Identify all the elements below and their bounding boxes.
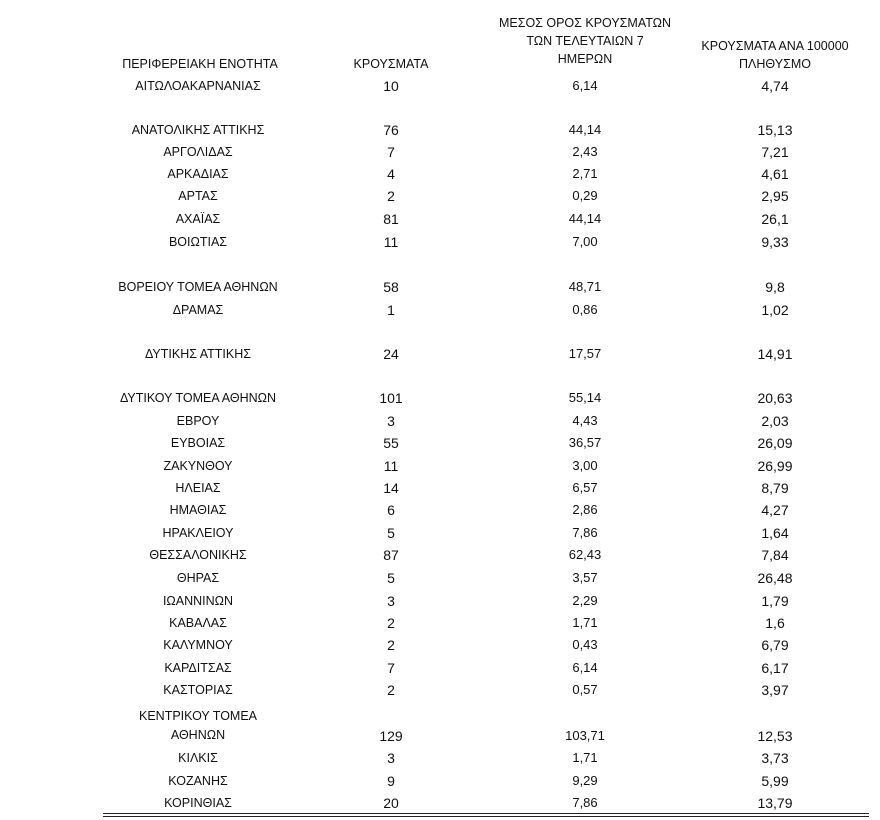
cell-avg7: 7,00 (572, 234, 598, 249)
cell-cases: 2 (387, 682, 395, 698)
cell-avg7: 0,57 (572, 682, 598, 697)
table-row (0, 544, 880, 566)
table-row (0, 387, 880, 409)
cell-cases: 7 (387, 144, 395, 160)
cell-cases: 11 (383, 234, 399, 250)
cell-avg7: 9,29 (572, 773, 598, 788)
cell-region-line1: ΚΕΝΤΡΙΚΟΥ ΤΟΜΕΑ (139, 709, 257, 723)
cell-per100k: 26,99 (757, 458, 793, 474)
cell-avg7: 7,86 (572, 525, 598, 540)
cell-cases: 2 (387, 615, 395, 631)
cell-region: ΚΑΡΔΙΤΣΑΣ (164, 661, 232, 675)
table-row (0, 792, 880, 814)
cell-avg7: 6,57 (572, 480, 598, 495)
cell-avg7: 0,43 (572, 637, 598, 652)
cell-cases: 6 (387, 502, 395, 518)
table-row (0, 141, 880, 163)
cell-region: ΚΑΒΑΛΑΣ (169, 616, 227, 630)
cell-cases: 10 (383, 78, 399, 94)
cell-cases: 1 (387, 302, 395, 318)
cell-per100k: 1,79 (761, 593, 789, 609)
cell-per100k: 1,02 (761, 302, 789, 318)
cell-region: ΒΟΙΩΤΙΑΣ (168, 235, 228, 249)
table-row (0, 522, 880, 544)
cell-cases: 4 (387, 166, 395, 182)
cell-avg7: 48,71 (568, 279, 602, 294)
cell-avg7: 4,43 (572, 413, 598, 428)
cell-region: ΔΡΑΜΑΣ (172, 303, 224, 317)
table-row (0, 410, 880, 432)
cell-per100k: 2,03 (761, 413, 789, 429)
cell-region: ΚΟΖΑΝΗΣ (168, 774, 228, 788)
cell-region: ΚΙΛΚΙΣ (178, 751, 218, 765)
header-region: ΠΕΡΙΦΕΡΕΙΑΚΗ ΕΝΟΤΗΤΑ (122, 57, 278, 71)
cell-per100k: 20,63 (757, 390, 793, 406)
table-row (0, 119, 880, 141)
header-avg7-line3: ΗΜΕΡΩΝ (557, 52, 613, 66)
cell-per100k: 26,48 (757, 570, 793, 586)
table-row (0, 185, 880, 207)
cell-per100k: 13,79 (757, 795, 793, 811)
table-row (0, 590, 880, 612)
header-avg7 (480, 14, 690, 68)
cell-avg7: 7,86 (572, 795, 598, 810)
cell-cases: 9 (387, 773, 395, 789)
cell-avg7: 2,43 (572, 144, 598, 159)
table-row (0, 477, 880, 499)
cell-avg7: 55,14 (568, 390, 602, 405)
cell-per100k: 26,1 (761, 211, 789, 227)
cell-per100k: 9,33 (761, 234, 789, 250)
cell-per100k: 3,73 (761, 750, 789, 766)
cell-per100k: 6,79 (761, 637, 789, 653)
cell-cases: 14 (383, 480, 399, 496)
table-row (0, 567, 880, 589)
cell-region: ΗΛΕΙΑΣ (175, 481, 221, 495)
cell-avg7: 62,43 (568, 547, 602, 562)
cell-cases: 87 (383, 547, 399, 563)
cell-cases: 3 (387, 413, 395, 429)
cell-region: ΔΥΤΙΚΗΣ ΑΤΤΙΚΗΣ (145, 347, 251, 361)
table-row (0, 747, 880, 769)
table-row (0, 709, 880, 747)
cell-cases: 129 (379, 728, 403, 744)
header-avg7-line1: ΜΕΣΟΣ ΟΡΟΣ ΚΡΟΥΣΜΑΤΩΝ (498, 16, 672, 30)
header-per100k-line1: ΚΡΟΥΣΜΑΤΑ ΑΝΑ 100000 (701, 39, 849, 53)
cell-region: ΕΒΡΟΥ (176, 414, 220, 428)
cell-region: ΗΜΑΘΙΑΣ (169, 503, 227, 517)
cell-avg7: 36,57 (568, 435, 602, 450)
cell-per100k: 6,17 (761, 660, 789, 676)
table-row (0, 75, 880, 97)
table-row (0, 770, 880, 792)
cell-per100k: 4,61 (761, 166, 789, 182)
cell-per100k: 7,84 (761, 547, 789, 563)
cell-avg7: 3,00 (572, 458, 598, 473)
cell-cases: 5 (387, 570, 395, 586)
table-row (0, 499, 880, 521)
cell-region: ΑΡΚΑΔΙΑΣ (167, 167, 229, 181)
cell-region (98, 707, 298, 747)
cell-avg7: 0,86 (572, 302, 598, 317)
cell-region: ΘΕΣΣΑΛΟΝΙΚΗΣ (149, 548, 247, 562)
cell-cases: 58 (383, 279, 399, 295)
cell-avg7: 6,14 (572, 78, 598, 93)
cell-region: ΚΑΛΥΜΝΟΥ (163, 638, 233, 652)
cell-per100k: 3,97 (761, 682, 789, 698)
cell-cases: 101 (379, 390, 403, 406)
cell-region: ΚΟΡΙΝΘΙΑΣ (164, 796, 232, 810)
header-per100k (680, 37, 870, 73)
cell-per100k: 4,27 (761, 502, 789, 518)
cell-avg7: 2,86 (572, 502, 598, 517)
table-row (0, 634, 880, 656)
table-row (0, 657, 880, 679)
cell-region: ΒΟΡΕΙΟΥ ΤΟΜΕΑ ΑΘΗΝΩΝ (118, 280, 278, 294)
cell-avg7: 44,14 (568, 122, 602, 137)
cell-per100k: 8,79 (761, 480, 789, 496)
cell-per100k: 5,99 (761, 773, 789, 789)
cell-cases: 7 (387, 660, 395, 676)
cell-region: ΙΩΑΝΝΙΝΩΝ (162, 594, 234, 608)
cell-cases: 20 (383, 795, 399, 811)
cell-region: ΑΙΤΩΛΟΑΚΑΡΝΑΝΙΑΣ (135, 79, 261, 93)
cell-region: ΑΡΓΟΛΙΔΑΣ (163, 145, 233, 159)
table-row (0, 163, 880, 185)
cell-per100k: 7,21 (761, 144, 789, 160)
cell-avg7: 2,71 (572, 166, 598, 181)
cell-avg7: 44,14 (568, 211, 602, 226)
cell-region: ΑΝΑΤΟΛΙΚΗΣ ΑΤΤΙΚΗΣ (131, 123, 265, 137)
cell-avg7: 1,71 (572, 750, 598, 765)
cell-per100k: 26,09 (757, 435, 793, 451)
cell-region-line2: ΑΘΗΝΩΝ (170, 728, 226, 742)
table-row (0, 679, 880, 701)
cell-region: ΖΑΚΥΝΘΟΥ (163, 459, 233, 473)
bottom-rule (103, 816, 869, 817)
cell-per100k: 14,91 (757, 346, 793, 362)
cell-per100k: 2,95 (761, 188, 789, 204)
cell-avg7: 6,14 (572, 660, 598, 675)
table-row (0, 276, 880, 298)
cell-cases: 2 (387, 637, 395, 653)
table-row (0, 432, 880, 454)
cell-cases: 11 (383, 458, 399, 474)
cell-region: ΕΥΒΟΙΑΣ (170, 436, 226, 450)
table-row (0, 208, 880, 230)
cell-region: ΗΡΑΚΛΕΙΟΥ (162, 526, 234, 540)
cell-cases: 3 (387, 750, 395, 766)
cell-per100k: 9,8 (765, 279, 785, 295)
cell-cases: 5 (387, 525, 395, 541)
cell-cases: 2 (387, 188, 395, 204)
table-row (0, 343, 880, 365)
cell-avg7: 1,71 (572, 615, 598, 630)
cell-region: ΑΡΤΑΣ (178, 189, 218, 203)
cell-region: ΚΑΣΤΟΡΙΑΣ (163, 683, 233, 697)
header-avg7-line2: ΤΩΝ ΤΕΛΕΥΤΑΙΩΝ 7 (526, 34, 644, 48)
cell-region: ΘΗΡΑΣ (176, 571, 220, 585)
table-row (0, 455, 880, 477)
cell-per100k: 1,64 (761, 525, 789, 541)
header-cases: ΚΡΟΥΣΜΑΤΑ (353, 57, 429, 71)
cell-region: ΑΧΑΪΑΣ (175, 212, 221, 226)
cell-avg7: 3,57 (572, 570, 598, 585)
cell-per100k: 15,13 (757, 122, 793, 138)
cell-per100k: 4,74 (761, 78, 789, 94)
table-row (0, 231, 880, 253)
cell-avg7: 17,57 (568, 346, 602, 361)
table-row (0, 612, 880, 634)
cell-cases: 76 (383, 122, 399, 138)
header-per100k-line2: ΠΛΗΘΥΣΜΟ (739, 57, 811, 71)
cell-avg7: 0,29 (572, 188, 598, 203)
bottom-rule (103, 813, 869, 814)
cell-avg7: 2,29 (572, 593, 598, 608)
cell-cases: 55 (383, 435, 399, 451)
cell-cases: 81 (383, 211, 399, 227)
cell-per100k: 1,6 (765, 615, 785, 631)
table-row (0, 299, 880, 321)
cell-cases: 24 (383, 346, 399, 362)
cell-avg7: 103,71 (565, 728, 605, 743)
cell-region: ΔΥΤΙΚΟΥ ΤΟΜΕΑ ΑΘΗΝΩΝ (119, 391, 277, 405)
cell-cases: 3 (387, 593, 395, 609)
cell-per100k: 12,53 (757, 728, 793, 744)
